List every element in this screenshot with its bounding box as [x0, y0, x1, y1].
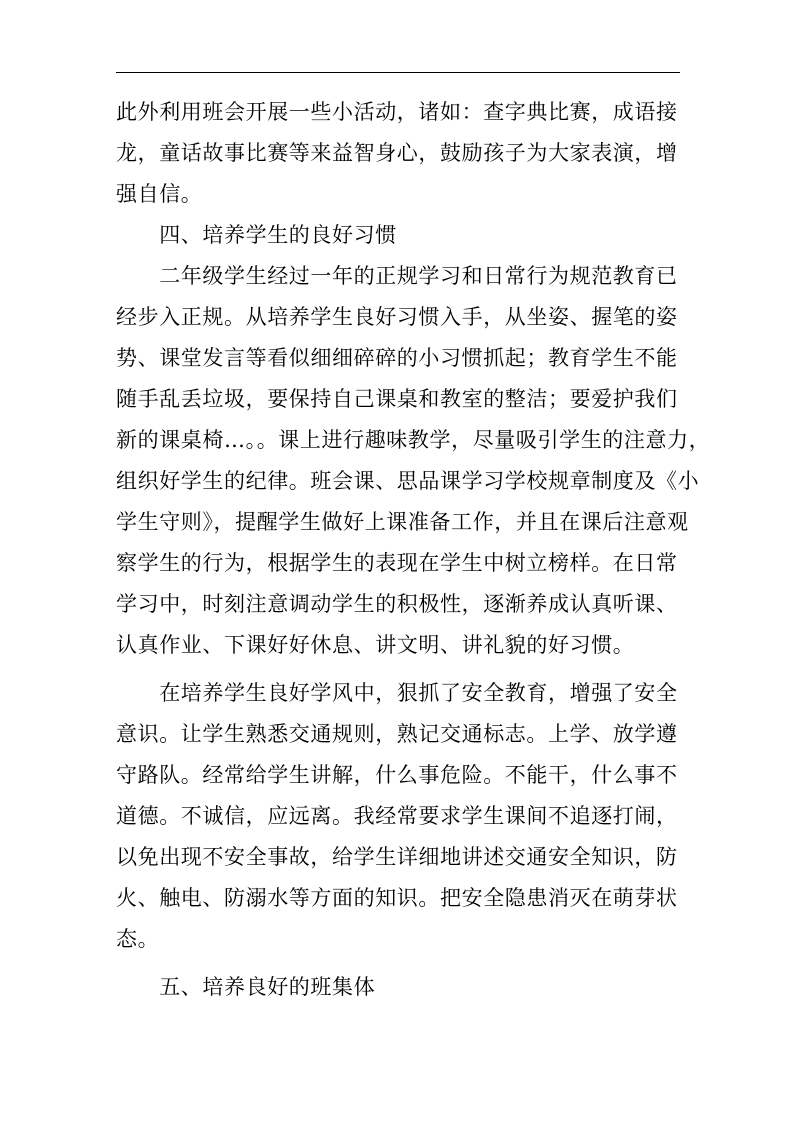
section-heading-five — [116, 967, 682, 1008]
header-rule — [116, 72, 680, 73]
text-line: 强自信。 — [116, 182, 203, 206]
paragraph-good-habits — [116, 256, 711, 666]
text-line: 学生守则》，提醒学生做好上课准备工作，并且在课后注意观 — [116, 510, 689, 534]
document-body — [116, 92, 711, 1008]
text-line: 察学生的行为，根据学生的表现在学生中树立榜样。在日常 — [116, 551, 678, 575]
text-line: 态。 — [116, 927, 160, 951]
section-heading: 五、培养良好的班集体 — [116, 975, 376, 999]
text-line: 新的课桌椅…。。课上进行趣味教学，尽量吸引学生的注意力， — [116, 428, 711, 452]
text-line: 守路队。经常给学生讲解，什么事危险。不能干，什么事不 — [116, 763, 678, 787]
text-line: 学习中，时刻注意调动学生的积极性，逐渐养成认真听课、 — [116, 592, 678, 616]
text-line: 认真作业、下课好好休息、讲文明、讲礼貌的好习惯。 — [116, 633, 635, 657]
text-line: 意识。让学生熟悉交通规则，熟记交通标志。上学、放学遵 — [116, 722, 678, 746]
paragraph-spacer — [116, 666, 682, 673]
paragraph-extra-activities — [116, 92, 682, 215]
text-line: 经步入正规。从培养学生良好习惯入手，从坐姿、握笔的姿 — [116, 305, 678, 329]
text-line: 火、触电、防溺水等方面的知识。把安全隐患消灭在萌芽状 — [116, 886, 678, 910]
section-heading: 四、培养学生的良好习惯 — [116, 223, 397, 247]
text-line: 以免出现不安全事故，给学生详细地讲述交通安全知识，防 — [116, 845, 678, 869]
text-line: 势、课堂发言等看似细细碎碎的小习惯抓起；教育学生不能 — [116, 346, 678, 370]
text-line: 二年级学生经过一年的正规学习和日常行为规范教育已 — [116, 264, 678, 288]
text-line: 组织好学生的纪律。班会课、思品课学习学校规章制度及《小 — [116, 469, 700, 493]
text-line: 随手乱丢垃圾，要保持自己课桌和教室的整洁；要爱护我们 — [116, 387, 678, 411]
text-line: 龙，童话故事比赛等来益智身心，鼓励孩子为大家表演，增 — [116, 141, 678, 165]
paragraph-spacer — [116, 960, 682, 967]
text-line: 在培养学生良好学风中，狠抓了安全教育，增强了安全 — [116, 681, 678, 705]
text-line: 此外利用班会开展一些小活动，诸如：查字典比赛，成语接 — [116, 100, 678, 124]
paragraph-safety-education — [116, 673, 682, 960]
text-line: 道德。不诚信，应远离。我经常要求学生课间不追逐打闹， — [116, 804, 678, 828]
section-heading-four — [116, 215, 682, 256]
